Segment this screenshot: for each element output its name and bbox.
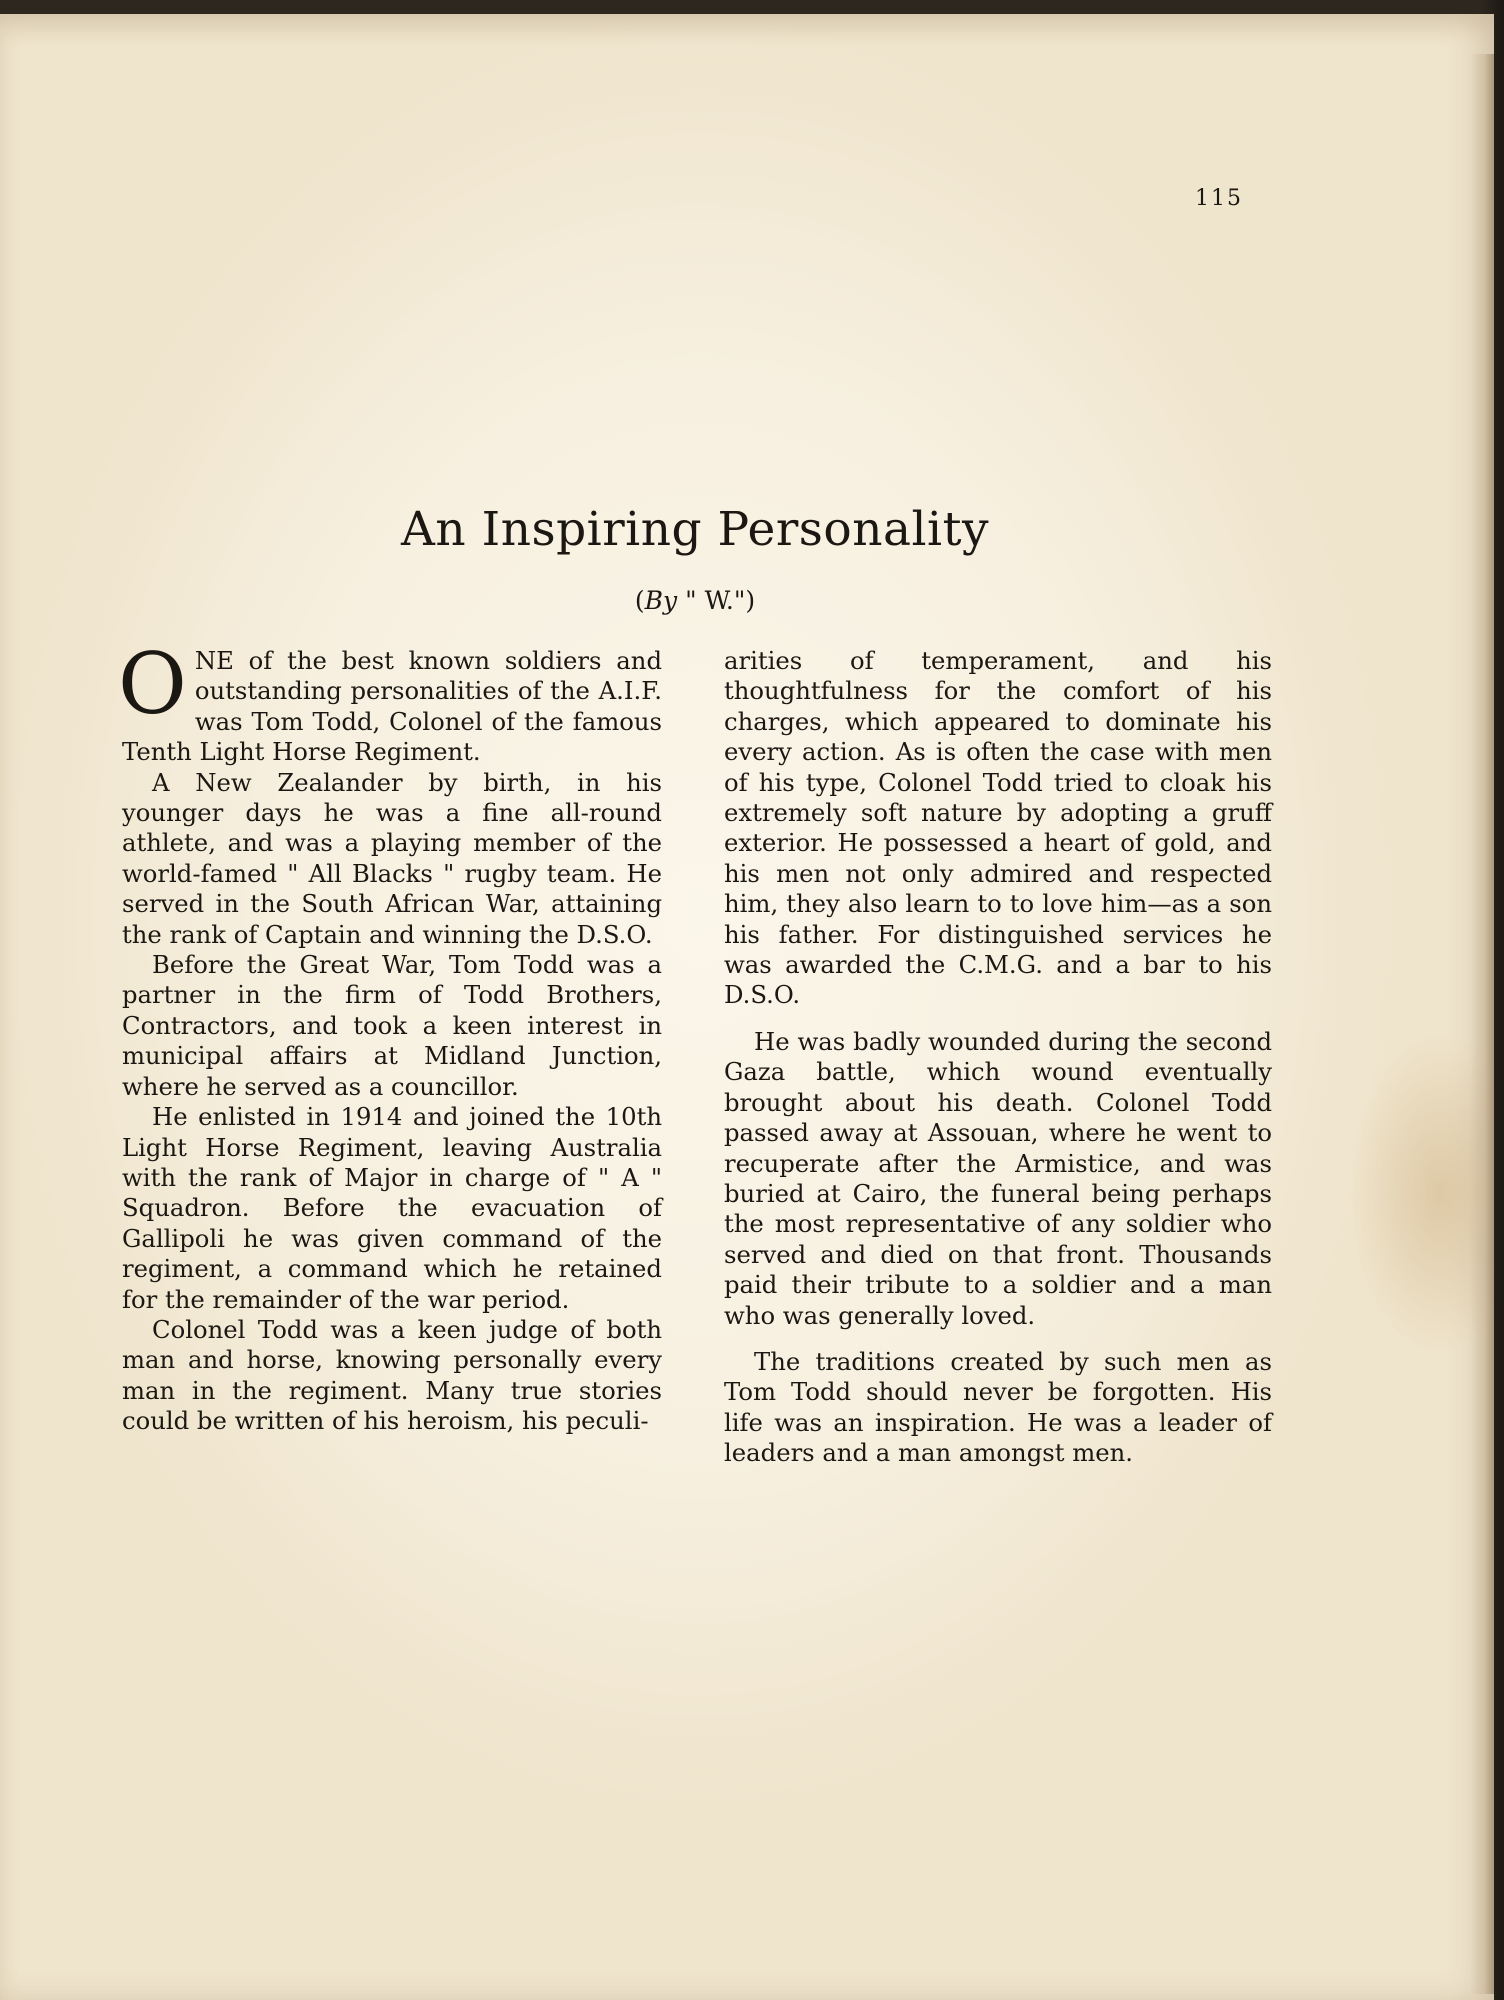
page-edge-shadow — [1470, 54, 1494, 1994]
byline-by: By — [644, 586, 678, 615]
paragraph-4: He enlisted in 1914 and joined the 10th Light Horse Regiment, leaving Australia with the rank of Major in charge of " A " Squadron. Before the evacuation of Gallipoli he was given command of the regiment, a command which he retained for the remainder of the war period. — [122, 1102, 662, 1314]
paragraph-2: A New Zealander by birth, in his younger days he was a fine all-round athlete, and was a playing member of the world-famed " All Blacks " rugby team. He served in the South African War, attaining the rank of Captain and winning the D.S.O. — [122, 767, 662, 949]
article-byline — [0, 586, 1390, 615]
paragraph-5: Colonel Todd was a keen judge of both man and horse, knowing personally every man in the regiment. Many true stories could be written of his heroism, his peculi- — [122, 1314, 662, 1436]
paragraph-8: The traditions created by such men as Tom Todd should never be forgotten. His life was an inspiration. He was a leader of leaders and a man amongst men. — [724, 1346, 1272, 1468]
paragraph-6: arities of temperament, and his thoughtfulness for the comfort of his charges, which appeared to dominate his every action. As is often the case with men of his type, Colonel Todd tried to cloak his extremely soft nature by adopting a gruff exterior. He possessed a heart of gold, and his men not only admired and respected him, they also learn to to love him—as a son his father. For distinguished services he was awarded the C.M.G. and a bar to his D.S.O. — [724, 646, 1272, 1010]
drop-cap: O — [118, 635, 187, 733]
article-title: An Inspiring Personality — [400, 502, 990, 557]
left-column — [118, 635, 662, 1437]
byline-author: " W.") — [677, 586, 756, 615]
book-page — [0, 14, 1494, 2000]
right-column — [724, 646, 1272, 1469]
paragraph-1-text: NE of the best known soldiers and outstanding personalities of the A.I.F. was Tom Todd, Colonel of the famous Tenth Light Horse Regiment. — [122, 646, 662, 767]
byline-open-paren: ( — [634, 586, 645, 615]
page-number: 115 — [1195, 186, 1243, 211]
paragraph-3: Before the Great War, Tom Todd was a partner in the firm of Todd Brothers, Contractors, and took a keen interest in municipal affairs at Midland Junction, where he served as a councillor. — [122, 950, 662, 1101]
paragraph-1 — [118, 635, 662, 768]
paragraph-7: He was badly wounded during the second Gaza battle, which wound eventually brought about his death. Colonel Todd passed away at Assouan, where he went to recuperate after the Armistice, and was buried at Cairo, the funeral being perhaps the most representative of any soldier who served and died on that front. Thousands paid their tribute to a soldier and a man who was generally loved. — [724, 1026, 1272, 1330]
